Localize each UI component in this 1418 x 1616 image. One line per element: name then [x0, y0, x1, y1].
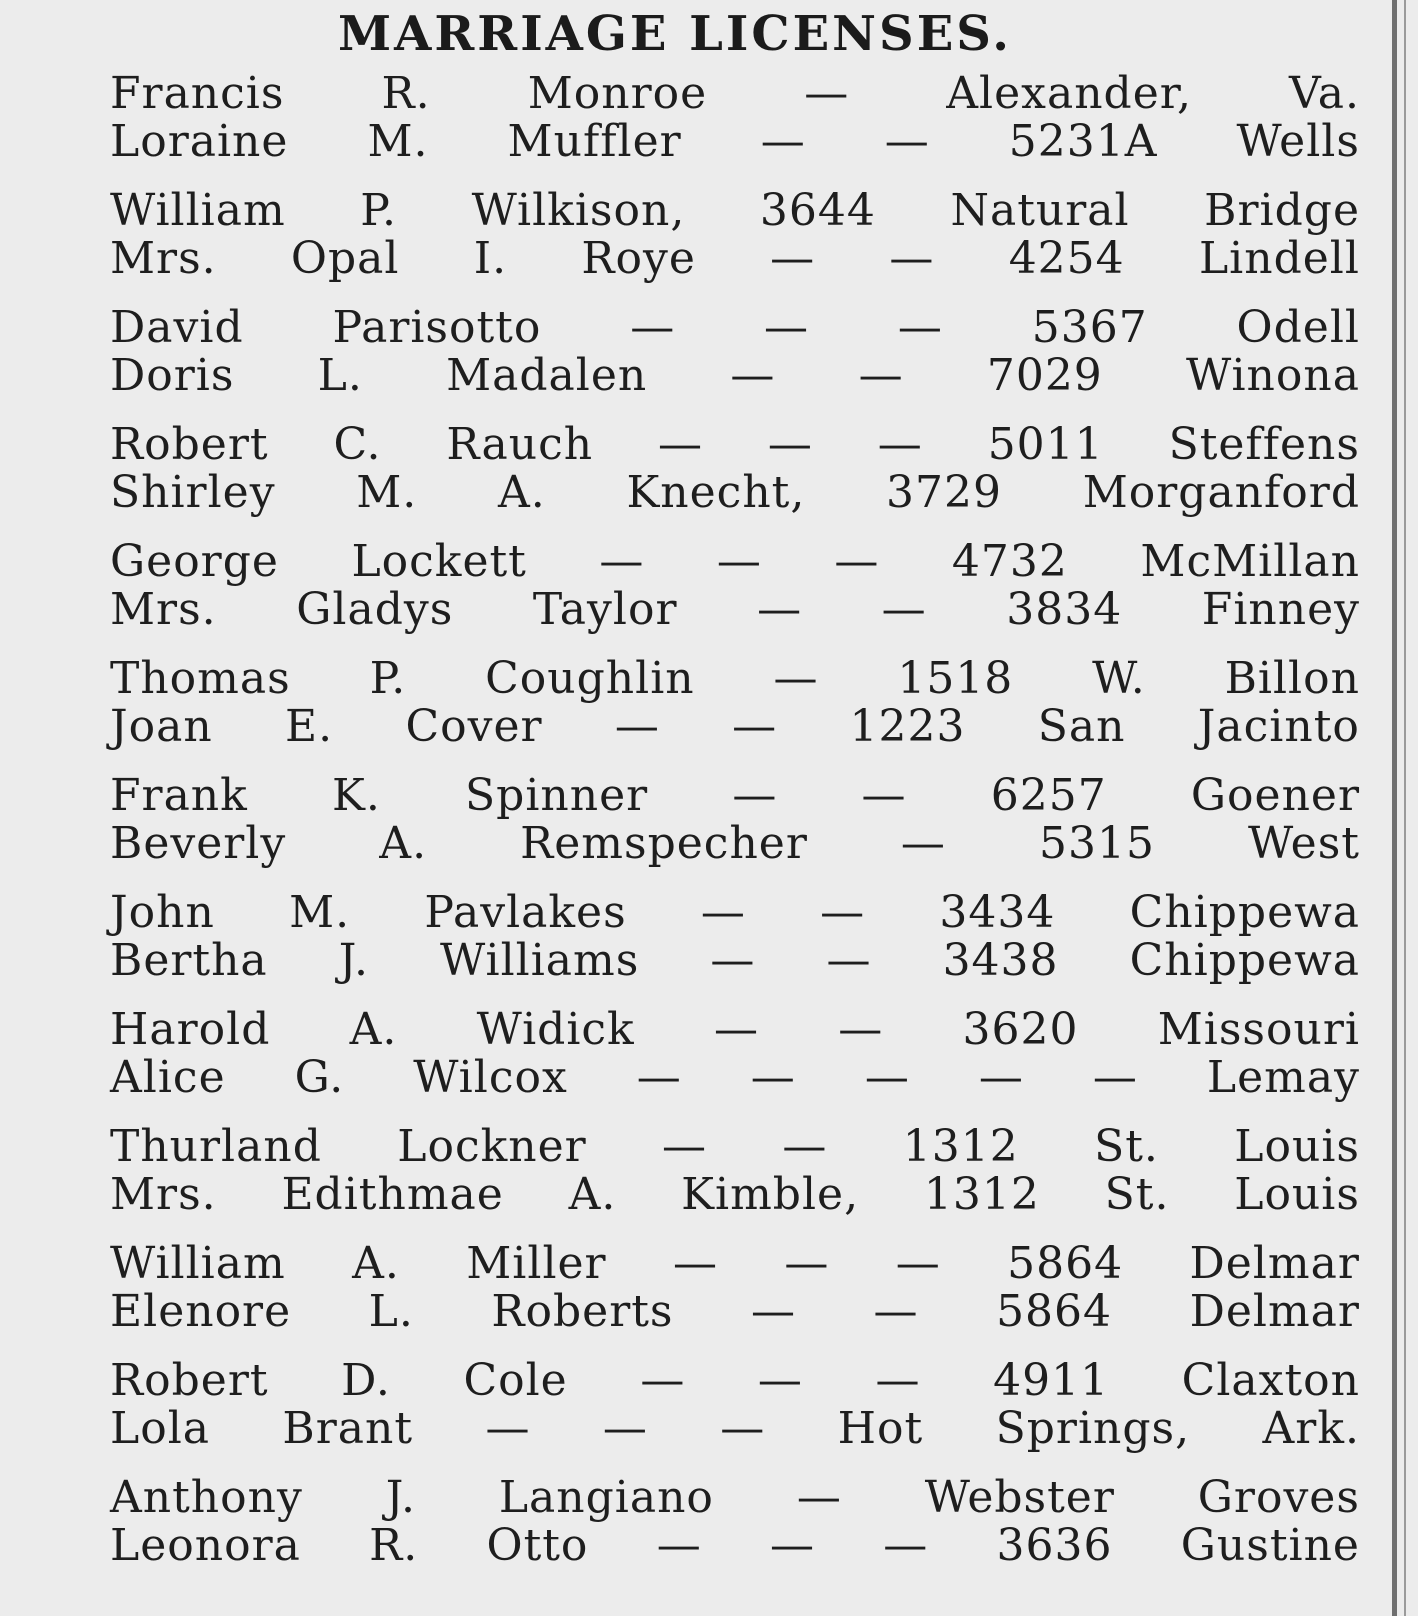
listing-word: Edithmae: [281, 1169, 504, 1220]
listing-word: —: [782, 1121, 828, 1172]
listing-word: 5367: [1031, 302, 1148, 353]
listing-word: —: [826, 935, 872, 986]
listing-word: Delmar: [1189, 1238, 1360, 1289]
listing-word: Pavlakes: [424, 887, 627, 938]
listing-word: St.: [1094, 1121, 1159, 1172]
listing-line-groom: [110, 1240, 1360, 1288]
listing-word: —: [732, 770, 778, 821]
listing-word: Louis: [1234, 1121, 1360, 1172]
listing-word: 7029: [986, 350, 1103, 401]
listing-word: P.: [369, 653, 407, 704]
listing-word: Joan: [110, 701, 213, 752]
listing-word: —: [656, 1520, 702, 1571]
listing-word: Robert: [110, 1355, 269, 1406]
listing-word: Knecht,: [626, 467, 806, 518]
listing-word: 3620: [962, 1004, 1079, 1055]
listing-word: Mrs.: [110, 584, 217, 635]
listing-word: —: [757, 584, 803, 635]
listing-word: —: [770, 233, 816, 284]
listing-line-bride: [110, 469, 1360, 517]
listing-word: Morganford: [1082, 467, 1360, 518]
listing-word: Lockner: [397, 1121, 587, 1172]
listing-word: Winona: [1186, 350, 1360, 401]
listing-word: A.: [349, 1004, 398, 1055]
listing-line-groom: [110, 304, 1360, 352]
listing-word: M.: [356, 467, 418, 518]
listing-word: Wilcox: [413, 1052, 568, 1103]
listing-word: —: [877, 419, 923, 470]
listing-word: George: [110, 536, 279, 587]
listing-word: A.: [497, 467, 546, 518]
listing-word: Groves: [1197, 1472, 1360, 1523]
listing-word: McMillan: [1140, 536, 1360, 587]
listing-line-groom: [110, 421, 1360, 469]
listing-word: —: [784, 1238, 830, 1289]
listing-line-groom: [110, 1474, 1360, 1522]
listing-word: —: [720, 1403, 766, 1454]
listing-word: —: [757, 1355, 803, 1406]
column-rule-secondary: [1404, 0, 1406, 1616]
listing-word: —: [732, 701, 778, 752]
listing-line-bride: [110, 235, 1360, 283]
listing-word: —: [858, 350, 904, 401]
listing-word: Anthony: [110, 1472, 303, 1523]
listing-word: Finney: [1201, 584, 1360, 635]
listing-word: Hot: [837, 1403, 924, 1454]
listing-word: William: [110, 1238, 286, 1289]
listing-word: Odell: [1236, 302, 1360, 353]
listing-line-groom: [110, 187, 1360, 235]
listing-word: L.: [368, 1286, 414, 1337]
listing-word: —: [485, 1403, 531, 1454]
listing-word: Cole: [463, 1355, 568, 1406]
listing-word: —: [713, 1004, 759, 1055]
listing-word: Elenore: [110, 1286, 292, 1337]
listing-word: Ark.: [1262, 1403, 1360, 1454]
listing-line-bride: [110, 1288, 1360, 1336]
listing-line-groom: [110, 1357, 1360, 1405]
listing-word: Lola: [110, 1403, 211, 1454]
listing-word: —: [716, 536, 762, 587]
listing-word: —: [769, 1520, 815, 1571]
listing-word: 5011: [987, 419, 1104, 470]
listing-word: St.: [1104, 1169, 1170, 1220]
listing-word: —: [834, 536, 880, 587]
listing-line-groom: [110, 70, 1360, 118]
column-rule: [1392, 0, 1397, 1616]
listing-word: —: [710, 935, 756, 986]
listing-line-bride: [110, 1171, 1360, 1219]
listing-word: J.: [338, 935, 369, 986]
listing-word: R.: [381, 68, 431, 119]
listing-word: Loraine: [110, 116, 289, 167]
listing-word: I.: [473, 233, 508, 284]
listing-word: —: [884, 116, 930, 167]
listing-word: —: [640, 1355, 686, 1406]
listing-word: 5315: [1038, 818, 1155, 869]
listing-word: David: [110, 302, 244, 353]
listing-word: —: [750, 1052, 796, 1103]
listing-word: Kimble,: [681, 1169, 860, 1220]
listing-word: —: [730, 350, 776, 401]
listing-word: —: [773, 653, 819, 704]
listing-word: Bridge: [1204, 185, 1360, 236]
listing-word: —: [614, 701, 660, 752]
listing-word: Miller: [466, 1238, 607, 1289]
listing-word: D.: [341, 1355, 391, 1406]
listing-word: —: [881, 584, 927, 635]
listing-word: E.: [285, 701, 334, 752]
listing-word: —: [630, 302, 676, 353]
listing-word: 5864: [1007, 1238, 1124, 1289]
listing-word: —: [796, 1472, 842, 1523]
listing-word: W.: [1092, 653, 1146, 704]
listing-word: —: [599, 536, 645, 587]
listing-word: Parisotto: [332, 302, 542, 353]
listing-line-bride: [110, 118, 1360, 166]
listing-word: G.: [294, 1052, 345, 1103]
listing-word: —: [875, 1355, 921, 1406]
listing-word: Brant: [282, 1403, 414, 1454]
listing-word: K.: [331, 770, 381, 821]
listing-word: —: [804, 68, 850, 119]
listing-word: 1312: [923, 1169, 1040, 1220]
listing-word: Steffens: [1168, 419, 1360, 470]
listing-word: 3636: [996, 1520, 1113, 1571]
listing-word: Wilkison,: [471, 185, 686, 236]
listing-word: Rauch: [446, 419, 594, 470]
listing-line-groom: [110, 1123, 1360, 1171]
listing-word: R.: [369, 1520, 419, 1571]
listing-word: J.: [385, 1472, 416, 1523]
listing-word: A.: [379, 818, 428, 869]
listing-word: L.: [317, 350, 363, 401]
listing-word: Taylor: [532, 584, 678, 635]
listing-word: Cover: [405, 701, 543, 752]
listing-word: Williams: [440, 935, 640, 986]
listing-word: Thurland: [110, 1121, 322, 1172]
listing-word: —: [864, 1052, 910, 1103]
listing-word: Gustine: [1180, 1520, 1360, 1571]
listing-word: Chippewa: [1129, 887, 1360, 938]
listing-word: 4911: [993, 1355, 1110, 1406]
listing-word: Roye: [581, 233, 696, 284]
listing-word: Alice: [110, 1052, 226, 1103]
listing-line-groom: [110, 655, 1360, 703]
listing-word: San: [1037, 701, 1126, 752]
listing-word: Natural: [950, 185, 1130, 236]
listing-word: Remspecher: [520, 818, 808, 869]
listing-word: Gladys: [296, 584, 454, 635]
listing-word: C.: [333, 419, 382, 470]
listing-word: Widick: [476, 1004, 635, 1055]
listing-word: 5231A: [1008, 116, 1158, 167]
listing-word: —: [1092, 1052, 1138, 1103]
listing-line-bride: [110, 1405, 1360, 1453]
listing-word: —: [602, 1403, 648, 1454]
listing-word: —: [838, 1004, 884, 1055]
listing-word: 3438: [942, 935, 1059, 986]
listing-word: John: [110, 887, 215, 938]
listing-word: Bertha: [110, 935, 268, 986]
listing-word: Lemay: [1206, 1052, 1360, 1103]
listing-word: Jacinto: [1197, 701, 1360, 752]
listing-word: —: [897, 302, 943, 353]
listing-word: Doris: [110, 350, 235, 401]
listing-word: —: [760, 116, 806, 167]
listing-word: —: [883, 1520, 929, 1571]
listing-word: Delmar: [1189, 1286, 1360, 1337]
listing-word: Lindell: [1198, 233, 1360, 284]
listing-word: 3644: [759, 185, 876, 236]
listing-word: A.: [568, 1169, 617, 1220]
listing-word: 1518: [897, 653, 1014, 704]
listing-word: —: [873, 1286, 919, 1337]
listing-word: Francis: [110, 68, 285, 119]
listing-word: Opal: [290, 233, 400, 284]
listing-word: —: [636, 1052, 682, 1103]
listing-word: —: [895, 1238, 941, 1289]
listing-word: Leonora: [110, 1520, 301, 1571]
listing-word: Springs,: [995, 1403, 1191, 1454]
listing-word: —: [662, 1121, 708, 1172]
listing-word: Wells: [1236, 116, 1360, 167]
listing-word: Muffler: [507, 116, 682, 167]
listing-word: Spinner: [465, 770, 649, 821]
listing-word: —: [889, 233, 935, 284]
listing-word: Mrs.: [110, 233, 217, 284]
listing-word: —: [861, 770, 907, 821]
listing-line-bride: [110, 1522, 1360, 1570]
listing-word: —: [764, 302, 810, 353]
listing-word: Claxton: [1181, 1355, 1360, 1406]
listing-word: Webster: [924, 1472, 1115, 1523]
listing-word: M.: [367, 116, 429, 167]
listing-word: A.: [352, 1238, 400, 1289]
listing-word: 3434: [939, 887, 1056, 938]
listing-word: —: [658, 419, 704, 470]
listing-line-bride: [110, 820, 1360, 868]
listing-word: 6257: [990, 770, 1107, 821]
listing-word: Robert: [110, 419, 269, 470]
listing-word: Beverly: [110, 818, 287, 869]
listing-word: Chippewa: [1129, 935, 1360, 986]
listing-line-groom: [110, 889, 1360, 937]
listing-word: Harold: [110, 1004, 271, 1055]
listing-word: 3834: [1006, 584, 1123, 635]
listing-word: Monroe: [527, 68, 708, 119]
listing-word: Madalen: [446, 350, 648, 401]
listing-word: Louis: [1234, 1169, 1360, 1220]
listing-word: West: [1248, 818, 1360, 869]
listing-word: 5864: [996, 1286, 1113, 1337]
listing-word: —: [900, 818, 946, 869]
listing-word: Billon: [1224, 653, 1360, 704]
listing-word: P.: [360, 185, 397, 236]
listing-word: 1223: [849, 701, 966, 752]
listing-line-bride: [110, 937, 1360, 985]
listing-line-groom: [110, 1006, 1360, 1054]
listing-word: —: [767, 419, 813, 470]
listing-word: Frank: [110, 770, 248, 821]
listing-word: 4254: [1008, 233, 1125, 284]
section-heading: MARRIAGE LICENSES.: [338, 6, 1012, 62]
listing-word: —: [751, 1286, 797, 1337]
listing-word: M.: [289, 887, 351, 938]
listing-word: —: [820, 887, 866, 938]
listing-word: William: [110, 185, 286, 236]
listing-word: 1312: [902, 1121, 1019, 1172]
listing-word: Coughlin: [485, 653, 695, 704]
listing-line-groom: [110, 538, 1360, 586]
listing-word: Langiano: [498, 1472, 714, 1523]
listing-word: —: [672, 1238, 718, 1289]
listing-word: Roberts: [491, 1286, 674, 1337]
listing-word: Goener: [1190, 770, 1360, 821]
listing-line-bride: [110, 586, 1360, 634]
listing-word: 3729: [886, 467, 1003, 518]
listing-word: Thomas: [110, 653, 291, 704]
listing-word: Va.: [1289, 68, 1360, 119]
listing-word: Alexander,: [946, 68, 1192, 119]
listing-word: —: [978, 1052, 1024, 1103]
listing-word: Otto: [486, 1520, 589, 1571]
listing-line-groom: [110, 772, 1360, 820]
listing-word: Lockett: [351, 536, 527, 587]
listing-word: Mrs.: [110, 1169, 217, 1220]
listing-word: —: [700, 887, 746, 938]
listing-line-bride: [110, 352, 1360, 400]
listing-word: 4732: [951, 536, 1068, 587]
listing-line-bride: [110, 703, 1360, 751]
listing-word: Shirley: [110, 467, 276, 518]
listing-word: Missouri: [1157, 1004, 1360, 1055]
listing-line-bride: [110, 1054, 1360, 1102]
